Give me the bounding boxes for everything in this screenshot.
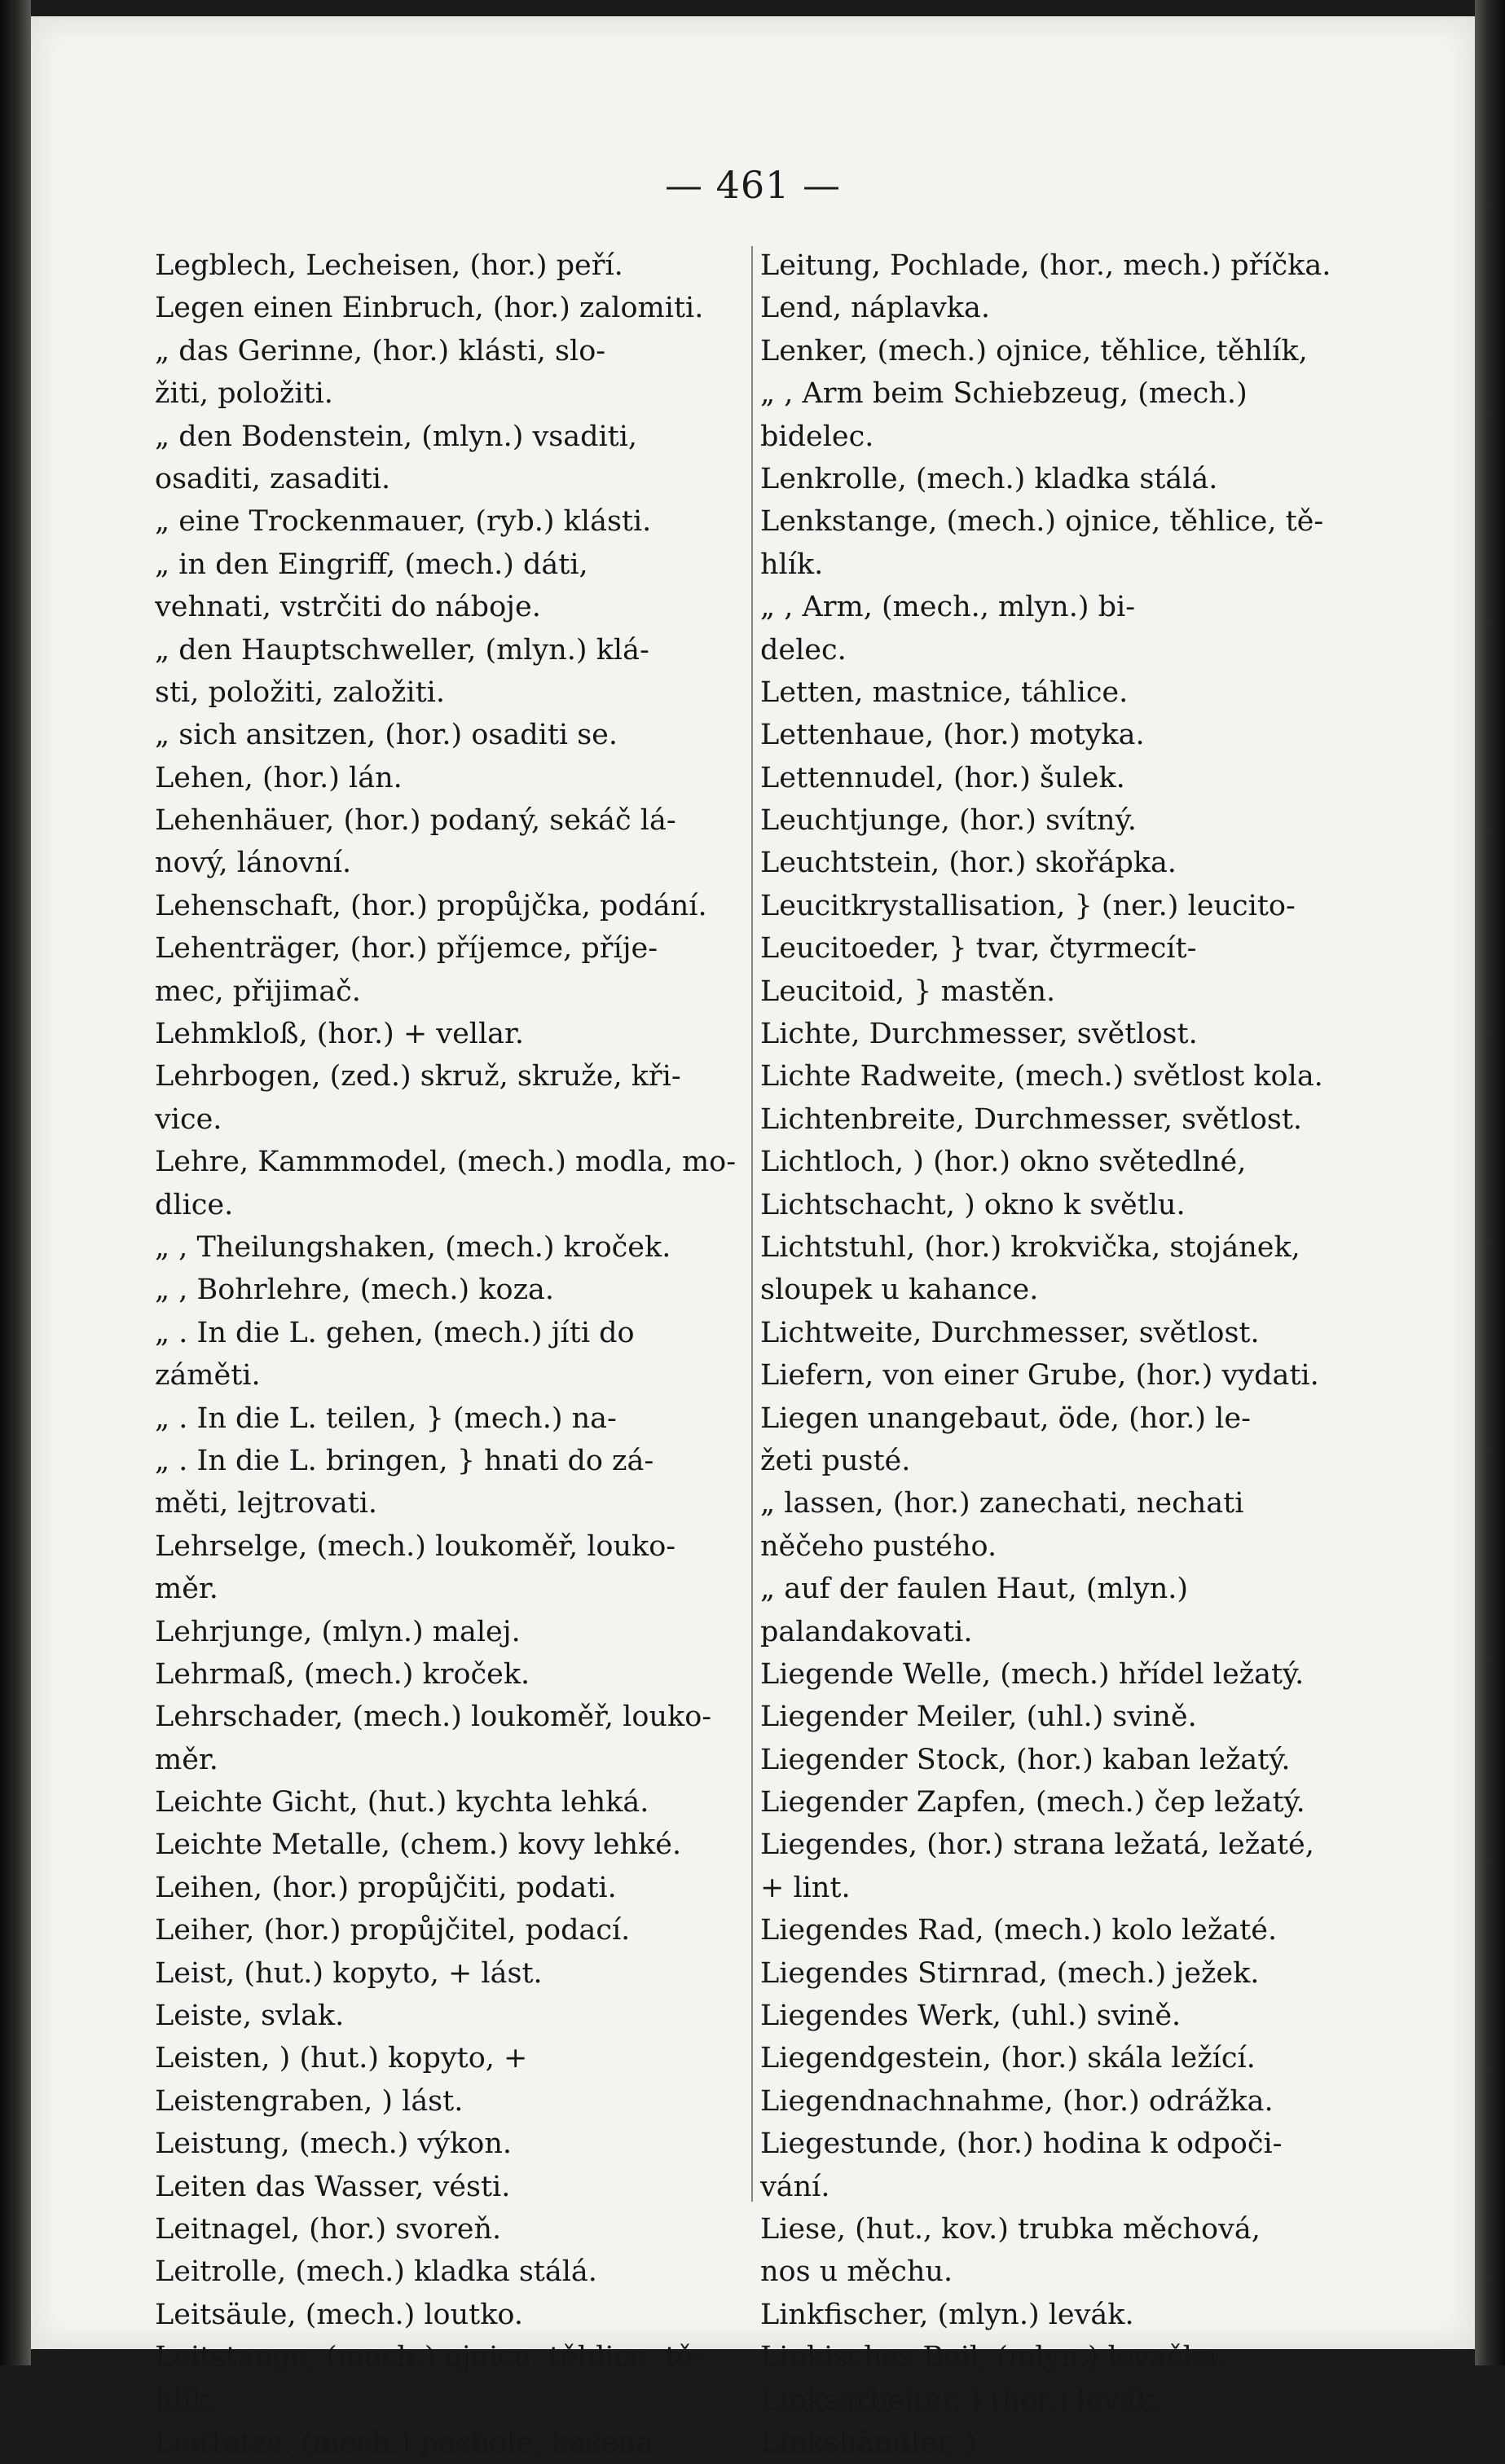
entry-line: „ den Hauptschweller, (mlyn.) klá-	[155, 633, 649, 667]
entry-line: Leiste, svlak.	[155, 2000, 345, 2033]
entry-line: Liegender Meiler, (uhl.) svině.	[760, 1701, 1197, 1734]
entry-line: „ das Gerinne, (hor.) klásti, slo-	[155, 334, 606, 367]
entry-line: Liegendnachnahme, (hor.) odrážka.	[760, 2084, 1274, 2118]
entry-line: „ , Bohrlehre, (mech.) koza.	[155, 1274, 555, 1307]
scan-edge-right	[1475, 0, 1505, 2365]
entry-line: „ in den Eingriff, (mech.) dáti,	[155, 548, 588, 581]
scan-edge-left	[0, 0, 31, 2365]
entry-line: hlík.	[155, 2383, 218, 2417]
right-column	[760, 244, 1347, 2464]
entry-line: Liegestunde, (hor.) hodina k odpoči-	[760, 2127, 1283, 2161]
entry-line: Lichte, Durchmesser, světlost.	[760, 1018, 1198, 1051]
entry-line: dlice.	[155, 1188, 234, 1221]
entry-line: Lettenhaue, (hor.) motyka.	[760, 719, 1145, 752]
entry-line: Lichtschacht, ) okno k světlu.	[760, 1188, 1186, 1221]
entry-line: nos u měchu.	[760, 2255, 953, 2289]
entry-line: „ . In die L. teilen, } (mech.) na-	[155, 1401, 617, 1435]
entry-line: Leichte Metalle, (chem.) kovy lehké.	[155, 1828, 682, 1862]
entry-line: Leichte Gicht, (hut.) kychta lehká.	[155, 1786, 649, 1819]
entry-line: Leucitoid, } mastěn.	[760, 975, 1056, 1008]
entry-line: Leitsäule, (mech.) loutko.	[155, 2298, 524, 2331]
entry-line: Leucitoeder, } tvar, čtyrmecít-	[760, 932, 1197, 966]
entry-line: Liegendes Rad, (mech.) kolo ležaté.	[760, 1914, 1278, 1947]
entry-line: Leitung, Pochlade, (hor., mech.) příčka.	[760, 249, 1331, 282]
entry-line: vání.	[760, 2170, 830, 2203]
entry-line: Lehrbogen, (zed.) skruž, skruže, kři-	[155, 1060, 681, 1093]
entry-line: „ den Bodenstein, (mlyn.) vsaditi,	[155, 420, 638, 453]
entry-line: vehnati, vstrčiti do náboje.	[155, 591, 541, 624]
entry-line: Leihen, (hor.) propůjčiti, podati.	[155, 1871, 617, 1904]
entry-line: Linkfischer, (mlyn.) levák.	[760, 2298, 1134, 2331]
entry-line: Lehenträger, (hor.) příjemce, příje-	[155, 932, 658, 966]
entry-line: Letten, mastnice, táhlice.	[760, 675, 1129, 709]
entry-line: Leuchtjunge, (hor.) svítný.	[760, 804, 1137, 838]
entry-line: sloupek u kahance.	[760, 1274, 1039, 1307]
left-column	[155, 244, 746, 2464]
entry-line: Leitstange, (mech.) ojnice, těhlice, tě-	[155, 2341, 703, 2374]
entry-line: „ lassen, (hor.) zanechati, nechati	[760, 1487, 1244, 1520]
entry-line: „ , Theilungshaken, (mech.) kroček.	[155, 1230, 671, 1264]
entry-line: sti, položiti, založiti.	[155, 675, 445, 709]
entry-line: Leittatze, (mech.) pachole, kačena.	[155, 2426, 662, 2459]
entry-line: nový, lánovní.	[155, 847, 352, 880]
entry-line: Liefern, von einer Grube, (hor.) vydati.	[760, 1359, 1319, 1393]
entry-line: „ sich ansitzen, (hor.) osaditi se.	[155, 719, 618, 752]
entry-line: palandakovati.	[760, 1615, 973, 1648]
entry-line: Lehmkloß, (hor.) + vellar.	[155, 1018, 525, 1051]
entry-line: Lehen, (hor.) lán.	[155, 761, 403, 794]
entry-line: Liegendes, (hor.) strana ležatá, ležaté,	[760, 1828, 1314, 1862]
entry-line: Liegen unangebaut, öde, (hor.) le-	[760, 1401, 1251, 1435]
entry-line: měr.	[155, 1743, 218, 1776]
entry-line: žiti, položiti.	[155, 377, 333, 411]
entry-line: Lehrmaß, (mech.) kroček.	[155, 1657, 530, 1691]
entry-line: Lehenhäuer, (hor.) podaný, sekáč lá-	[155, 804, 676, 838]
entry-line: Lichte Radweite, (mech.) světlost kola.	[760, 1060, 1323, 1093]
entry-line: Lichtstuhl, (hor.) krokvička, stojánek,	[760, 1230, 1300, 1264]
column-divider	[751, 246, 753, 2202]
entry-line: „ auf der faulen Haut, (mlyn.)	[760, 1573, 1189, 1606]
entry-line: Lehrselge, (mech.) loukoměř, louko-	[155, 1529, 676, 1563]
entry-line: Lichtweite, Durchmesser, světlost.	[760, 1316, 1260, 1349]
entry-line: Lehenschaft, (hor.) propůjčka, podání.	[155, 889, 707, 922]
entry-line: Lehre, Kammmodel, (mech.) modla, mo-	[155, 1146, 737, 1179]
entry-line: Lend, náplavka.	[760, 292, 990, 325]
entry-line: + lint.	[760, 1871, 851, 1904]
entry-line: Leisten, ) (hut.) kopyto, +	[155, 2042, 528, 2075]
entry-line: „ . In die L. bringen, } hnati do zá-	[155, 1444, 654, 1477]
entry-line: „ . In die L. gehen, (mech.) jíti do	[155, 1316, 635, 1349]
entry-line: Liegender Stock, (hor.) kaban ležatý.	[760, 1743, 1291, 1776]
entry-line: Liegende Welle, (mech.) hřídel ležatý.	[760, 1657, 1305, 1691]
entry-line: Leiher, (hor.) propůjčitel, podací.	[155, 1914, 631, 1947]
entry-line: Lichtloch, ) (hor.) okno světedlné,	[760, 1146, 1247, 1179]
entry-line: Lichtenbreite, Durchmesser, světlost.	[760, 1102, 1303, 1136]
entry-line: žeti pusté.	[760, 1444, 911, 1477]
entry-line: Leist, (hut.) kopyto, + lást.	[155, 1956, 543, 1990]
entry-line: Lenkrolle, (mech.) kladka stálá.	[760, 462, 1218, 495]
entry-line: Liegender Zapfen, (mech.) čep ležatý.	[760, 1786, 1305, 1819]
entry-line: Leistengraben, ) lást.	[155, 2084, 464, 2118]
entry-line: Liegendes Werk, (uhl.) svině.	[760, 2000, 1182, 2033]
entry-line: Liese, (hut., kov.) trubka měchová,	[760, 2212, 1261, 2246]
entry-line: Linkisches Beil, (mlyn.) levačka.	[760, 2341, 1226, 2374]
entry-line: něčeho pustého.	[760, 1529, 997, 1563]
entry-line: delec.	[760, 633, 847, 667]
entry-line: Leistung, (mech.) výkon.	[155, 2127, 513, 2161]
entry-line: měr.	[155, 1573, 218, 1606]
entry-line: Leiten das Wasser, vésti.	[155, 2170, 511, 2203]
dictionary-page	[31, 16, 1475, 2459]
entry-line: Linkshändler, )	[760, 2426, 977, 2459]
entry-line: měti, lejtrovati.	[155, 1487, 378, 1520]
entry-line: Leucitkrystallisation, } (ner.) leucito-	[760, 889, 1296, 922]
entry-line: záměti.	[155, 1359, 261, 1393]
entry-line: Lettennudel, (hor.) šulek.	[760, 761, 1125, 794]
entry-line: Lehrschader, (mech.) loukoměř, louko-	[155, 1701, 712, 1734]
entry-line: Legen einen Einbruch, (hor.) zalomiti.	[155, 292, 704, 325]
entry-line: Legblech, Lecheisen, (hor.) peří.	[155, 249, 623, 282]
entry-line: vice.	[155, 1102, 222, 1136]
entry-line: hlík.	[760, 548, 824, 581]
entry-line: bidelec.	[760, 420, 874, 453]
entry-line: Liegendes Stirnrad, (mech.) ježek.	[760, 1956, 1260, 1990]
entry-line: Lehrjunge, (mlyn.) malej.	[155, 1615, 521, 1648]
entry-line: Leuchtstein, (hor.) skořápka.	[760, 847, 1177, 880]
entry-line: osaditi, zasaditi.	[155, 462, 391, 495]
entry-line: Leitnagel, (hor.) svoreň.	[155, 2212, 502, 2246]
entry-line: „ eine Trockenmauer, (ryb.) klásti.	[155, 505, 652, 539]
entry-line: Lenker, (mech.) ojnice, těhlice, těhlík,	[760, 334, 1308, 367]
entry-line: Linksarbeiter, ) (hor.) levák.	[760, 2383, 1163, 2417]
page-number: — 461 —	[664, 163, 842, 207]
entry-line: Lenkstange, (mech.) ojnice, těhlice, tě-	[760, 505, 1324, 539]
entry-line: „ , Arm beim Schiebzeug, (mech.)	[760, 377, 1248, 411]
entry-line: Leitrolle, (mech.) kladka stálá.	[155, 2255, 597, 2289]
entry-line: Liegendgestein, (hor.) skála ležící.	[760, 2042, 1256, 2075]
entry-line: „ , Arm, (mech., mlyn.) bi-	[760, 591, 1136, 624]
entry-line: mec, přijimač.	[155, 975, 361, 1008]
